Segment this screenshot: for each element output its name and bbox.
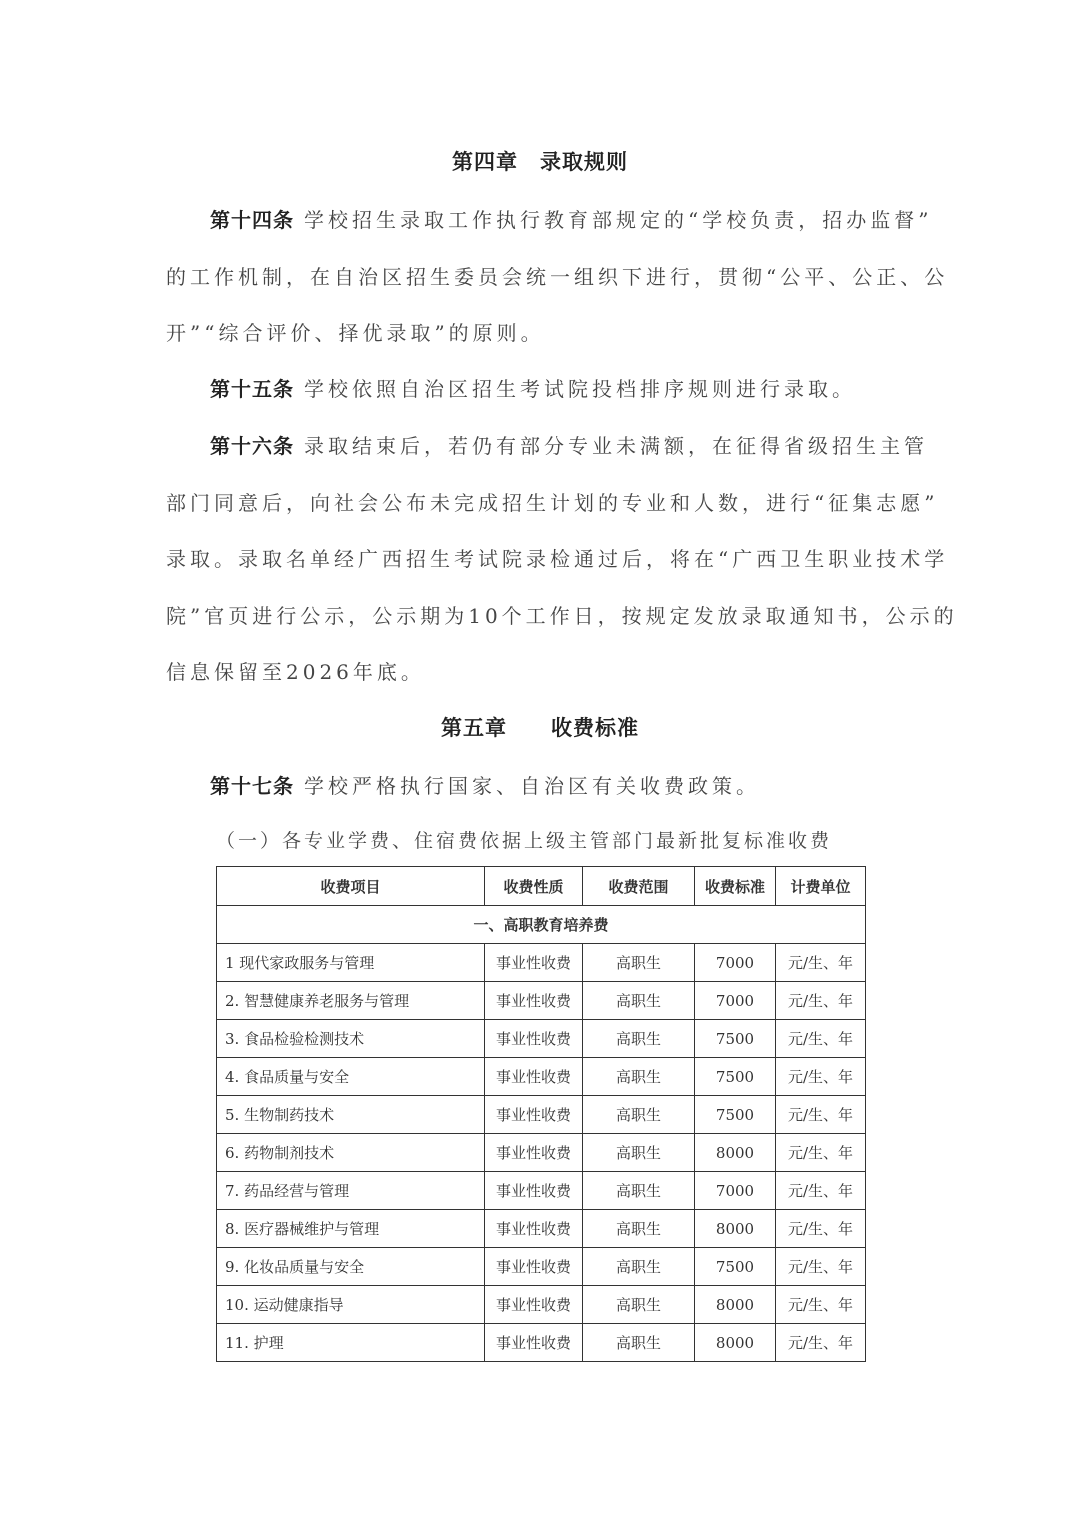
cell-standard: 7500 <box>695 1248 776 1286</box>
header-unit: 计费单位 <box>776 867 866 906</box>
cell-scope: 高职生 <box>583 1096 695 1134</box>
cell-scope: 高职生 <box>583 1058 695 1096</box>
cell-item: 9. 化妆品质量与安全 <box>217 1248 485 1286</box>
cell-unit: 元/生、年 <box>776 1172 866 1210</box>
chapter-4-title: 第四章 录取规则 <box>452 150 628 174</box>
cell-standard: 8000 <box>695 1210 776 1248</box>
cell-nature: 事业性收费 <box>485 1096 583 1134</box>
cell-item: 7. 药品经营与管理 <box>217 1172 485 1210</box>
article-15: 第十五条 学校依照自治区招生考试院投档排序规则进行录取。 <box>210 377 856 401</box>
table-row <box>217 1134 866 1172</box>
cell-scope: 高职生 <box>583 1210 695 1248</box>
table-header-row <box>217 867 866 906</box>
cell-unit: 元/生、年 <box>776 1324 866 1362</box>
cell-standard: 7000 <box>695 944 776 982</box>
cell-item: 11. 护理 <box>217 1324 485 1362</box>
table-row <box>217 1020 866 1058</box>
cell-scope: 高职生 <box>583 1020 695 1058</box>
cell-standard: 7000 <box>695 1172 776 1210</box>
cell-unit: 元/生、年 <box>776 1058 866 1096</box>
cell-nature: 事业性收费 <box>485 1020 583 1058</box>
cell-standard: 7000 <box>695 982 776 1020</box>
article-16-line-2: 部门同意后，向社会公布未完成招生计划的专业和人数，进行“征集志愿” <box>166 491 939 515</box>
cell-nature: 事业性收费 <box>485 1248 583 1286</box>
cell-unit: 元/生、年 <box>776 1286 866 1324</box>
table-row <box>217 982 866 1020</box>
cell-standard: 7500 <box>695 1096 776 1134</box>
article-17-label: 第十七条 <box>210 774 294 798</box>
article-16-line-4: 院”官页进行公示，公示期为10个工作日，按规定发放录取通知书，公示的 <box>166 604 958 628</box>
header-scope: 收费范围 <box>583 867 695 906</box>
cell-nature: 事业性收费 <box>485 1286 583 1324</box>
header-nature: 收费性质 <box>485 867 583 906</box>
article-14-line-3: 开”“综合评价、择优录取”的原则。 <box>166 321 545 345</box>
cell-nature: 事业性收费 <box>485 1058 583 1096</box>
cell-unit: 元/生、年 <box>776 1020 866 1058</box>
header-item: 收费项目 <box>217 867 485 906</box>
cell-unit: 元/生、年 <box>776 1096 866 1134</box>
cell-item: 8. 医疗器械维护与管理 <box>217 1210 485 1248</box>
cell-nature: 事业性收费 <box>485 1134 583 1172</box>
cell-unit: 元/生、年 <box>776 982 866 1020</box>
cell-standard: 8000 <box>695 1134 776 1172</box>
cell-nature: 事业性收费 <box>485 1172 583 1210</box>
cell-standard: 8000 <box>695 1286 776 1324</box>
cell-unit: 元/生、年 <box>776 944 866 982</box>
table-row <box>217 1172 866 1210</box>
cell-standard: 7500 <box>695 1020 776 1058</box>
cell-scope: 高职生 <box>583 1134 695 1172</box>
cell-item: 3. 食品检验检测技术 <box>217 1020 485 1058</box>
article-16-line-1: 第十六条 录取结束后，若仍有部分专业未满额，在征得省级招生主管 <box>210 434 928 458</box>
chapter-5-title: 第五章 收费标准 <box>441 716 639 740</box>
cell-scope: 高职生 <box>583 1248 695 1286</box>
cell-item: 2. 智慧健康养老服务与管理 <box>217 982 485 1020</box>
sub-clause-1: （一）各专业学费、住宿费依据上级主管部门最新批复标准收费 <box>216 830 833 852</box>
article-17: 第十七条 学校严格执行国家、自治区有关收费政策。 <box>210 774 760 798</box>
cell-unit: 元/生、年 <box>776 1210 866 1248</box>
header-standard: 收费标准 <box>695 867 776 906</box>
cell-scope: 高职生 <box>583 944 695 982</box>
fee-table <box>216 866 866 1362</box>
table-section-row <box>217 906 866 944</box>
cell-nature: 事业性收费 <box>485 982 583 1020</box>
cell-item: 1 现代家政服务与管理 <box>217 944 485 982</box>
table-row <box>217 1058 866 1096</box>
table-row <box>217 1248 866 1286</box>
section-title: 一、高职教育培养费 <box>217 906 866 944</box>
cell-scope: 高职生 <box>583 1286 695 1324</box>
table-row <box>217 1286 866 1324</box>
cell-item: 10. 运动健康指导 <box>217 1286 485 1324</box>
cell-standard: 7500 <box>695 1058 776 1096</box>
article-15-label: 第十五条 <box>210 377 294 401</box>
article-14-label: 第十四条 <box>210 208 294 232</box>
cell-scope: 高职生 <box>583 1172 695 1210</box>
cell-item: 4. 食品质量与安全 <box>217 1058 485 1096</box>
cell-unit: 元/生、年 <box>776 1134 866 1172</box>
article-14-line-1: 第十四条 学校招生录取工作执行教育部规定的“学校负责，招办监督” <box>210 208 933 232</box>
table-row <box>217 944 866 982</box>
cell-nature: 事业性收费 <box>485 1210 583 1248</box>
article-16-line-5: 信息保留至2026年底。 <box>166 660 425 684</box>
cell-item: 6. 药物制剂技术 <box>217 1134 485 1172</box>
cell-unit: 元/生、年 <box>776 1248 866 1286</box>
cell-nature: 事业性收费 <box>485 944 583 982</box>
article-16-label: 第十六条 <box>210 434 294 458</box>
cell-nature: 事业性收费 <box>485 1324 583 1362</box>
cell-scope: 高职生 <box>583 1324 695 1362</box>
table-row <box>217 1324 866 1362</box>
cell-item: 5. 生物制药技术 <box>217 1096 485 1134</box>
cell-standard: 8000 <box>695 1324 776 1362</box>
article-16-line-3: 录取。录取名单经广西招生考试院录检通过后，将在“广西卫生职业技术学 <box>166 547 949 571</box>
table-row <box>217 1210 866 1248</box>
article-14-line-2: 的工作机制，在自治区招生委员会统一组织下进行，贯彻“公平、公正、公 <box>166 265 949 289</box>
cell-scope: 高职生 <box>583 982 695 1020</box>
table-row <box>217 1096 866 1134</box>
